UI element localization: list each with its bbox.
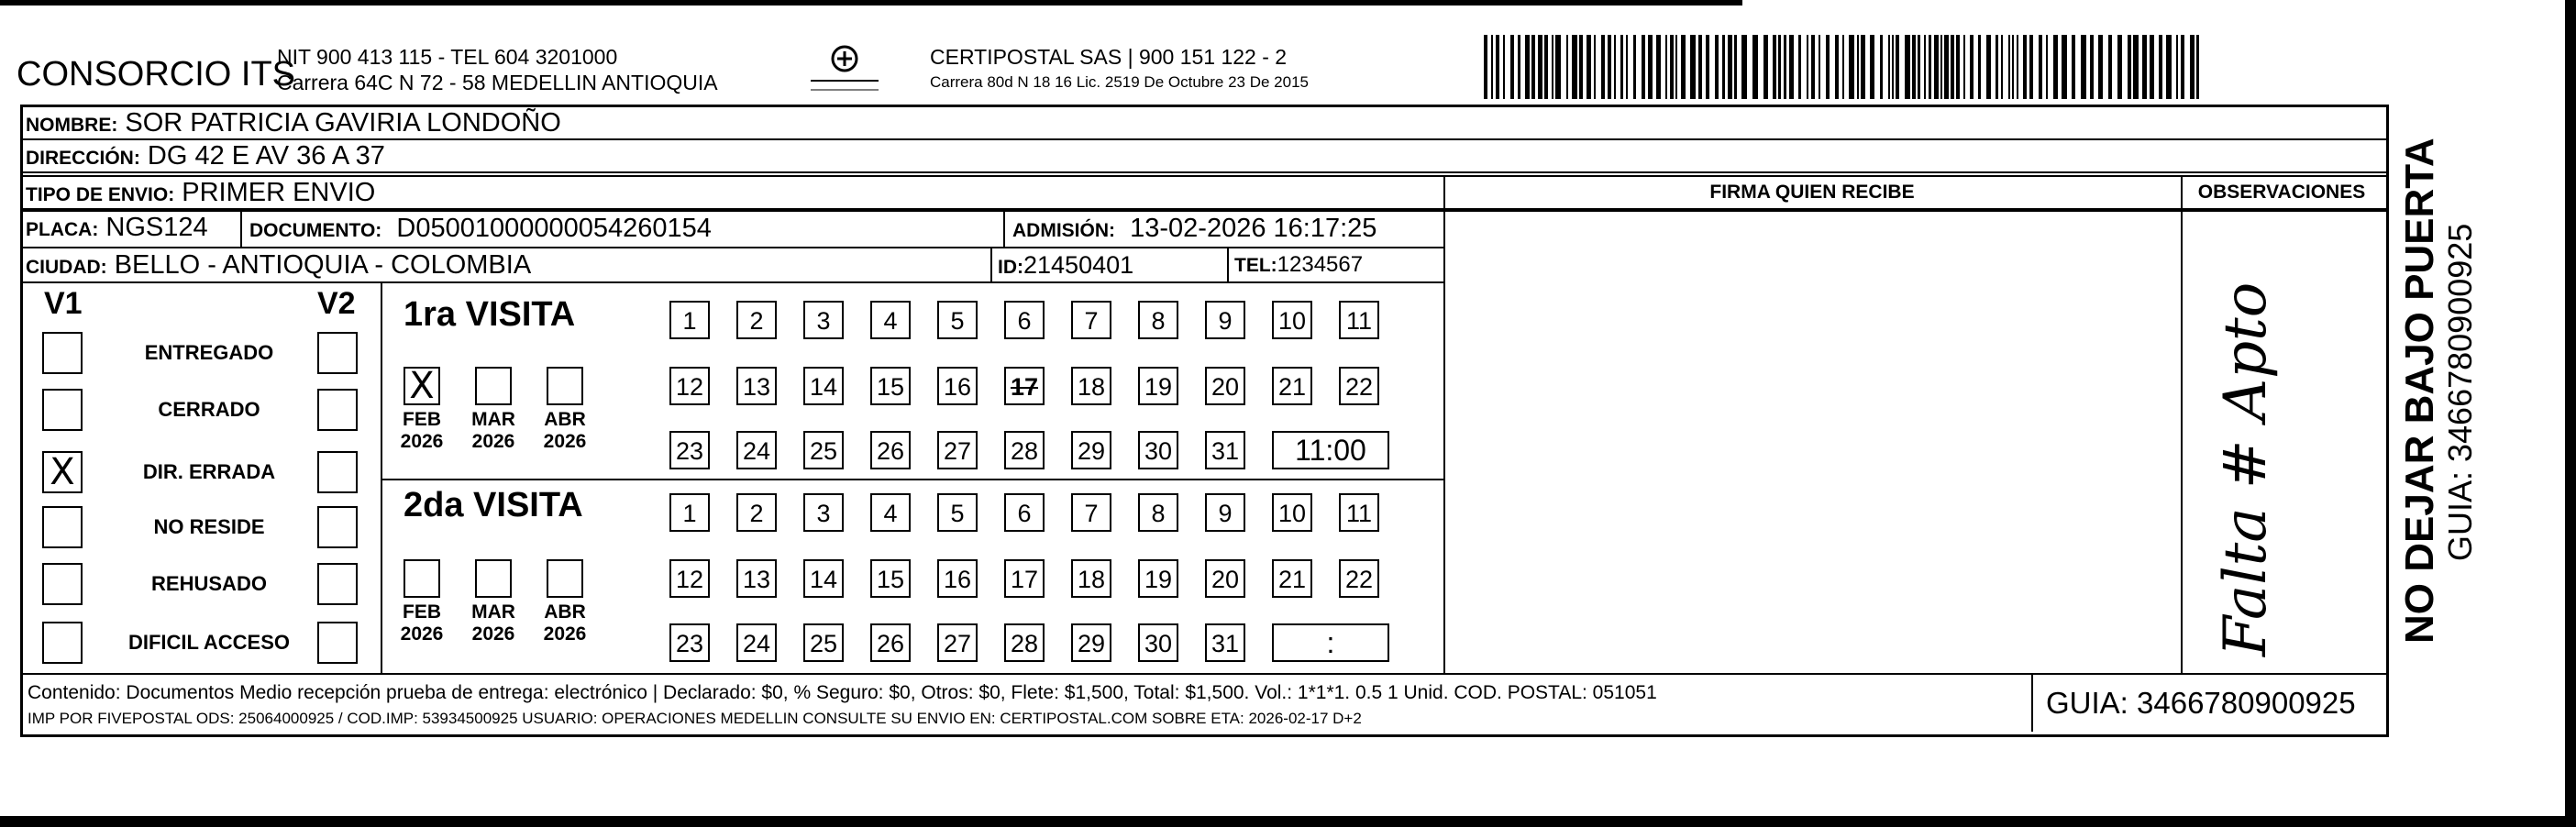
day-box[interactable]: 16 (937, 559, 978, 598)
barcode-bar (2117, 35, 2122, 99)
admision-value: 13-02-2026 16:17:25 (1130, 214, 1377, 243)
day-box[interactable]: 21 (1272, 559, 1312, 598)
barcode-bar (1789, 35, 1794, 99)
barcode-bar (1734, 35, 1737, 99)
day-box[interactable]: 19 (1138, 367, 1178, 405)
barcode-bar (1849, 35, 1854, 99)
status-label: REHUSADO (151, 572, 267, 595)
v1-checkbox[interactable] (42, 563, 83, 605)
day-box[interactable]: 4 (870, 493, 911, 532)
barcode-bar (2017, 35, 2018, 99)
barcode-bar (1608, 35, 1611, 99)
month-year: 2026 (471, 623, 515, 645)
barcode-bar (2029, 35, 2033, 99)
barcode-bar (1675, 35, 1677, 99)
time-box[interactable]: : (1272, 623, 1389, 662)
day-box[interactable]: 2 (736, 301, 777, 339)
barcode-bar (1566, 35, 1568, 99)
tipo-value: PRIMER ENVIO (182, 178, 376, 207)
barcode-bar (2108, 35, 2112, 99)
divider (20, 175, 2389, 177)
barcode-bar (2008, 35, 2010, 99)
barcode-bar (2159, 35, 2162, 99)
v2-checkbox[interactable] (317, 563, 358, 605)
barcode-bar (1572, 35, 1577, 99)
day-box[interactable]: 29 (1071, 431, 1111, 469)
barcode-bar (2001, 35, 2003, 99)
day-box[interactable]: 13 (736, 559, 777, 598)
barcode-bar (2053, 35, 2058, 99)
barcode-bar (1778, 35, 1781, 99)
barcode-bar (1811, 35, 1815, 99)
barcode-bar (1905, 35, 1910, 99)
barcode-bar (1963, 35, 1965, 99)
barcode-bar (2072, 35, 2075, 99)
day-box[interactable]: 25 (803, 431, 844, 469)
day-box[interactable]: 8 (1138, 301, 1178, 339)
day-box[interactable]: 30 (1138, 623, 1178, 662)
v2-checkbox[interactable] (317, 451, 358, 493)
month-checkbox[interactable] (475, 559, 512, 598)
right-border (2565, 0, 2576, 827)
divider (1443, 175, 1445, 673)
bottom-border (0, 816, 2576, 827)
divider (20, 281, 1445, 283)
barcode-bar (2133, 35, 2139, 99)
barcode-bar (1784, 35, 1786, 99)
day-box[interactable]: 21 (1272, 367, 1312, 405)
barcode-bar (1681, 35, 1686, 99)
barcode-bar (1986, 35, 1991, 99)
barcode-bar (1752, 35, 1758, 99)
v1-checkbox[interactable] (42, 506, 83, 548)
status-label: CERRADO (158, 398, 260, 421)
barcode-bar (1996, 35, 1998, 99)
v1-checkbox[interactable] (42, 332, 83, 374)
direccion-value: DG 42 E AV 36 A 37 (147, 141, 385, 171)
month-year: 2026 (543, 623, 587, 645)
day-box[interactable]: 8 (1138, 493, 1178, 532)
time-box[interactable]: 11:00 (1272, 431, 1389, 469)
day-box[interactable]: 28 (1004, 431, 1045, 469)
month-year: 2026 (543, 431, 587, 452)
barcode-bar (2090, 35, 2094, 99)
row-direccion: DIRECCIÓN: DG 42 E AV 36 A 37 (20, 140, 2386, 173)
barcode-bar (1896, 35, 1899, 99)
top-border (0, 0, 1742, 6)
day-box[interactable]: 24 (736, 431, 777, 469)
company-info (277, 44, 718, 95)
ciudad-value: BELLO - ANTIOQUIA - COLOMBIA (114, 250, 532, 280)
firma-header: FIRMA QUIEN RECIBE (1709, 182, 1915, 203)
day-box[interactable]: 31 (1205, 431, 1245, 469)
barcode-bar (2039, 35, 2042, 99)
barcode-bar (1510, 35, 1514, 99)
barcode-bar (1798, 35, 1801, 99)
day-box[interactable]: 3 (803, 301, 844, 339)
barcode-bar (1706, 35, 1709, 99)
divider (240, 212, 242, 247)
footer-content: Contenido: Documentos Medio recepción prueba de entrega: electrónico | Declarado: $0, % Seguro: $0, Otros: $0, Flete: $1,500, Total: $1,500. Vol.: 1*1*1. 0.5 1 Unid. COD. POSTAL: 051051 (28, 682, 1657, 703)
day-box[interactable]: 22 (1339, 559, 1379, 598)
barcode-bar (1956, 35, 1960, 99)
day-box[interactable]: 12 (669, 559, 710, 598)
barcode-bar (1835, 35, 1839, 99)
divider (990, 247, 992, 281)
day-box[interactable]: 7 (1071, 493, 1111, 532)
day-box[interactable]: 18 (1071, 367, 1111, 405)
month-year: 2026 (471, 431, 515, 452)
day-box[interactable]: 23 (669, 431, 710, 469)
barcode-bar (2046, 35, 2048, 99)
day-box[interactable]: 2 (736, 493, 777, 532)
barcode-bar (1544, 35, 1548, 99)
company-name: CONSORCIO ITS (17, 55, 296, 94)
month-label: FEB (403, 601, 441, 623)
barcode-bar (1715, 35, 1719, 99)
barcode-bar (1912, 35, 1916, 99)
barcode-bar (1552, 35, 1553, 99)
barcode-bar (2196, 35, 2199, 99)
cert-line: CERTIPOSTAL SAS | 900 151 122 - 2 (930, 45, 1288, 69)
barcode-bar (1763, 35, 1768, 99)
barcode-bar (1665, 35, 1667, 99)
no-dejar-warning: NO DEJAR BAJO PUERTA (2397, 138, 2442, 644)
month-label: FEB (403, 409, 441, 430)
v1-checkbox[interactable]: X (42, 451, 83, 493)
barcode-bar (1594, 35, 1596, 99)
day-box[interactable]: 1 (669, 301, 710, 339)
nombre-value: SOR PATRICIA GAVIRIA LONDOÑO (125, 108, 561, 138)
handwritten-observation: Falta # Apto (2212, 281, 2280, 656)
barcode-bar (2181, 35, 2184, 99)
divider (2181, 175, 2183, 673)
barcode-bar (1826, 35, 1830, 99)
v1-header: V1 (44, 286, 83, 321)
barcode (1484, 35, 2199, 99)
barcode-bar (2150, 35, 2154, 99)
day-box[interactable]: 12 (669, 367, 710, 405)
id-field: ID:21450401 (998, 251, 1134, 279)
day-box[interactable]: 24 (736, 623, 777, 662)
barcode-bar (2062, 35, 2067, 99)
v2-checkbox[interactable] (317, 622, 358, 664)
v2-header: V2 (317, 286, 356, 321)
barcode-bar (1870, 35, 1874, 99)
barcode-bar (2142, 35, 2147, 99)
day-box[interactable]: 14 (803, 559, 844, 598)
certipostal-logo-icon (803, 40, 886, 99)
side-guia: GUIA: 3466780900925 (2441, 223, 2479, 561)
v2-checkbox[interactable] (317, 332, 358, 374)
admision-field: ADMISIÓN: 13-02-2026 16:17:25 (1012, 214, 1377, 243)
row-nombre: NOMBRE: SOR PATRICIA GAVIRIA LONDOÑO (20, 107, 2386, 140)
barcode-bar (1842, 35, 1844, 99)
month-year: 2026 (400, 623, 444, 645)
day-box[interactable]: 6 (1004, 493, 1045, 532)
month-checkbox[interactable] (547, 559, 583, 598)
month-checkbox[interactable] (547, 367, 583, 405)
status-label: ENTREGADO (144, 341, 274, 364)
ciudad-field: CIUDAD: BELLO - ANTIOQUIA - COLOMBIA (26, 250, 532, 280)
day-box[interactable]: 19 (1138, 559, 1178, 598)
divider (381, 281, 382, 673)
day-box[interactable]: 28 (1004, 623, 1045, 662)
day-box[interactable]: 27 (937, 623, 978, 662)
day-box[interactable]: 14 (803, 367, 844, 405)
barcode-bar (1531, 35, 1535, 99)
barcode-bar (1970, 35, 1973, 99)
observaciones-header: OBSERVACIONES (2197, 182, 2366, 203)
day-box[interactable]: 15 (870, 559, 911, 598)
barcode-bar (1626, 35, 1628, 99)
barcode-bar (1503, 35, 1505, 99)
month-checkbox[interactable]: X (404, 367, 440, 405)
v2-checkbox[interactable] (317, 506, 358, 548)
barcode-bar (1491, 35, 1493, 99)
barcode-bar (1587, 35, 1591, 99)
day-box[interactable]: 10 (1272, 301, 1312, 339)
footer-imp: IMP POR FIVEPOSTAL ODS: 25064000925 / COD.IMP: 53934500925 USUARIO: OPERACIONES MEDELLIN CONSULTE SU ENVIO EN: CERTIPOSTAL.COM SOBRE ETA: 2026-02-17 D+2 (28, 710, 1362, 727)
day-box[interactable]: 26 (870, 431, 911, 469)
barcode-bar (1642, 35, 1645, 99)
barcode-bar (1934, 35, 1939, 99)
v1-checkbox[interactable] (42, 622, 83, 664)
certipostal-info (930, 44, 1309, 95)
day-box[interactable]: 18 (1071, 559, 1111, 598)
tel-value: 1234567 (1277, 252, 1364, 277)
barcode-bar (1944, 35, 1949, 99)
visit1-title: 1ra VISITA (404, 295, 576, 334)
barcode-bar (1857, 35, 1859, 99)
barcode-bar (1633, 35, 1636, 99)
divider (381, 479, 1445, 480)
day-box[interactable]: 20 (1205, 559, 1245, 598)
day-box[interactable]: 1 (669, 493, 710, 532)
barcode-bar (1728, 35, 1732, 99)
status-label: DIFICIL ACCESO (127, 631, 290, 654)
status-label: NO RESIDE (153, 515, 265, 538)
day-box[interactable]: 15 (870, 367, 911, 405)
day-box[interactable]: 25 (803, 623, 844, 662)
barcode-bar (1690, 35, 1696, 99)
day-box[interactable]: 4 (870, 301, 911, 339)
day-box[interactable]: 17 (1004, 559, 1045, 598)
barcode-bar (1918, 35, 1920, 99)
day-box[interactable]: 27 (937, 431, 978, 469)
id-value: 21450401 (1023, 251, 1134, 279)
barcode-bar (1555, 35, 1561, 99)
barcode-bar (1892, 35, 1894, 99)
day-box[interactable]: 9 (1205, 493, 1245, 532)
barcode-bar (1940, 35, 1942, 99)
day-box[interactable]: 29 (1071, 623, 1111, 662)
barcode-bar (1861, 35, 1865, 99)
barcode-bar (1579, 35, 1583, 99)
documento-field: DOCUMENTO: D05001000000054260154 (249, 214, 712, 243)
day-box[interactable]: 7 (1071, 301, 1111, 339)
barcode-bar (1929, 35, 1931, 99)
v1-checkbox[interactable] (42, 389, 83, 431)
day-box[interactable]: 11 (1339, 301, 1379, 339)
month-checkbox[interactable] (475, 367, 512, 405)
barcode-bar (1601, 35, 1605, 99)
day-box[interactable]: 9 (1205, 301, 1245, 339)
documento-value: D05001000000054260154 (396, 214, 712, 243)
day-box[interactable]: 11 (1339, 493, 1379, 532)
visit2-title: 2da VISITA (404, 486, 583, 524)
nit-line: NIT 900 413 115 - TEL 604 3201000 (277, 45, 618, 69)
day-box[interactable]: 26 (870, 623, 911, 662)
month-label: MAR (471, 409, 515, 430)
barcode-bar (1807, 35, 1808, 99)
day-box[interactable]: 20 (1205, 367, 1245, 405)
barcode-bar (1484, 35, 1487, 99)
barcode-bar (2098, 35, 2103, 99)
barcode-bar (1888, 35, 1890, 99)
v2-checkbox[interactable] (317, 389, 358, 431)
barcode-bar (2166, 35, 2172, 99)
day-box[interactable]: 5 (937, 493, 978, 532)
barcode-bar (1518, 35, 1520, 99)
barcode-bar (1698, 35, 1702, 99)
day-box[interactable]: 22 (1339, 367, 1379, 405)
divider (20, 247, 1445, 248)
barcode-bar (2190, 35, 2195, 99)
day-box[interactable]: 13 (736, 367, 777, 405)
month-label: ABR (544, 409, 586, 430)
address-line: Carrera 64C N 72 - 58 MEDELLIN ANTIOQUIA (277, 71, 718, 94)
day-box[interactable]: 30 (1138, 431, 1178, 469)
month-year: 2026 (400, 431, 444, 452)
day-box[interactable]: 23 (669, 623, 710, 662)
month-checkbox[interactable] (404, 559, 440, 598)
barcode-bar (1880, 35, 1883, 99)
day-box[interactable]: 6 (1004, 301, 1045, 339)
status-label: DIR. ERRADA (142, 460, 276, 483)
guia-box: GUIA: 3466780900925 (2031, 675, 2387, 732)
barcode-bar (1525, 35, 1530, 99)
barcode-bar (1648, 35, 1653, 99)
barcode-bar (1978, 35, 1981, 99)
barcode-bar (1773, 35, 1776, 99)
placa-value: NGS124 (105, 213, 208, 242)
day-box[interactable]: 31 (1205, 623, 1245, 662)
barcode-bar (1670, 35, 1674, 99)
day-box[interactable]: 5 (937, 301, 978, 339)
barcode-bar (1722, 35, 1725, 99)
barcode-bar (2081, 35, 2086, 99)
barcode-bar (1819, 35, 1820, 99)
barcode-bar (2023, 35, 2027, 99)
row-tipo: TIPO DE ENVIO: PRIMER ENVIO (20, 177, 2386, 210)
row-placa: PLACA: NGS124 (26, 213, 208, 242)
barcode-bar (1614, 35, 1616, 99)
barcode-bar (1924, 35, 1926, 99)
month-label: MAR (471, 601, 515, 623)
barcode-bar (1656, 35, 1661, 99)
day-box[interactable]: 16 (937, 367, 978, 405)
barcode-bar (1951, 35, 1954, 99)
day-box[interactable]: 10 (1272, 493, 1312, 532)
divider (1003, 212, 1005, 247)
day-box[interactable]: 17 (1004, 367, 1045, 405)
tel-field: TEL:1234567 (1234, 252, 1364, 277)
cert-address: Carrera 80d N 18 16 Lic. 2519 De Octubre 23 De 2015 (930, 73, 1309, 91)
barcode-bar (1741, 35, 1747, 99)
barcode-bar (1496, 35, 1499, 99)
barcode-bar (2128, 35, 2131, 99)
barcode-bar (2012, 35, 2014, 99)
divider (1227, 247, 1229, 281)
day-box[interactable]: 3 (803, 493, 844, 532)
barcode-bar (2176, 35, 2178, 99)
month-label: ABR (544, 601, 586, 623)
barcode-bar (1620, 35, 1623, 99)
barcode-bar (1538, 35, 1542, 99)
